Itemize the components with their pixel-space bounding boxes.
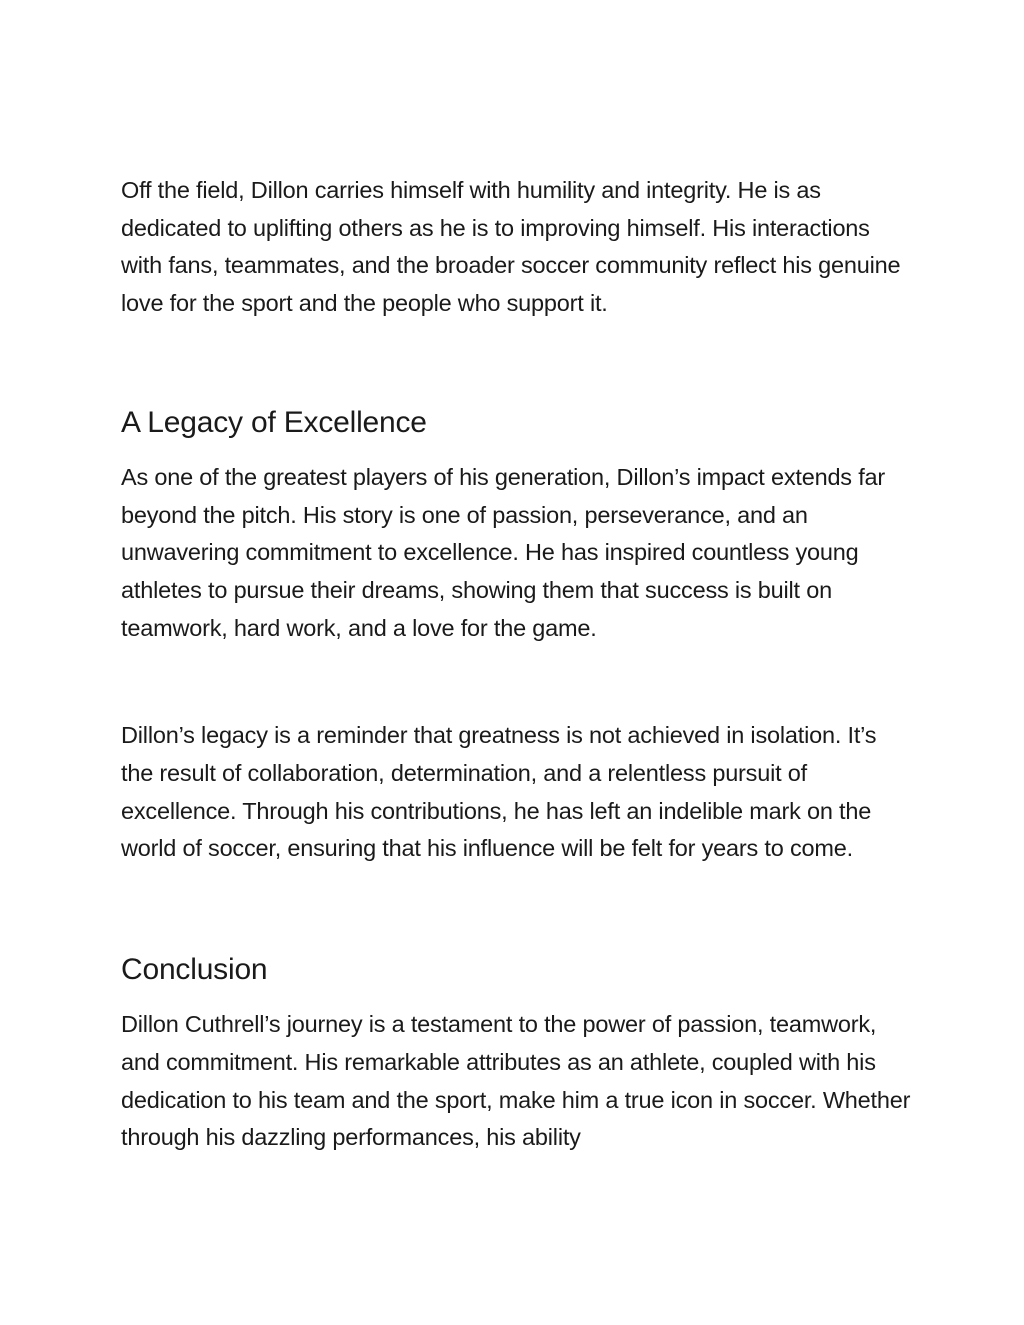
paragraph-legacy-impact: As one of the greatest players of his generation, Dillon’s impact extends far beyond the pitch. His story is one of passion, perseverance, and an unwavering commitment to excellence. He has inspired countless young athletes to pursue their dreams, showing them that success is built on teamwork, hard work, and a love for the game. bbox=[121, 463, 886, 641]
paragraph-off-the-field: Off the field, Dillon carries himself with humility and integrity. He is as dedicated to uplifting others as he is to improving himself. His interactions with fans, teammates, and the broader soccer community reflect his genuine love for the sport and the people who support it. bbox=[121, 177, 901, 317]
paragraph-conclusion: Dillon Cuthrell’s journey is a testament to the power of passion, teamwork, and commitment. His remarkable attributes as an athlete, coupled with his dedication to his team and the sport, make him a true icon in soccer. Whether through his dazzling performances, his ability bbox=[121, 1011, 911, 1151]
document-body bbox=[121, 172, 911, 1157]
heading-conclusion: Conclusion bbox=[121, 953, 268, 987]
paragraph-legacy-reminder: Dillon’s legacy is a reminder that greatness is not achieved in isolation. It’s the result of collaboration, determination, and a relentless pursuit of excellence. Through his contributions, he has left an indelible mark on the world of soccer, ensuring that his influence will be felt for years to come. bbox=[121, 722, 877, 862]
heading-legacy-of-excellence: A Legacy of Excellence bbox=[121, 405, 427, 439]
